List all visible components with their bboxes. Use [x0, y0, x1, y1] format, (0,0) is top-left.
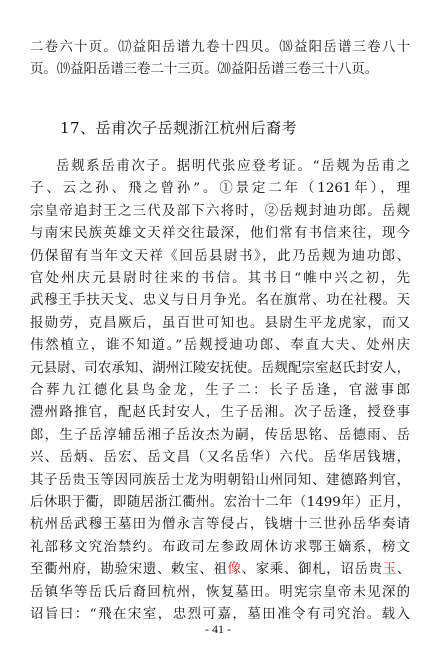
body-line: 岳镇华等岳氏后裔回杭州，恢复墓田。明宪宗皇帝未见深的 — [30, 585, 410, 600]
footnote-line: 页。⒆益阳岳谱三卷二十三页。⒇益阳岳谱三卷三十八页。 — [30, 62, 379, 77]
page-number: - 41 - — [205, 622, 231, 636]
body-line: 与南宋民族英雄文天祥交往最深，他们常有书信来往，现今 — [30, 226, 410, 241]
body-line: 澧州路推官，配赵氏封安人，生子岳湘。次子岳逢，授登事 — [30, 405, 410, 420]
body-line: 仍保留有当年文天祥《回岳县尉书》，此乃岳觌为迪功郎、 — [30, 249, 410, 264]
body-line: 宗皇帝追封王之三代及部下六将时，②岳觌封迪功郎。岳觌 — [30, 204, 410, 219]
body-line: 岳觌系岳甫次子。据明代张应登考证。“岳觌为岳甫之 — [56, 159, 410, 174]
body-line: 后休职于衢，即随居浙江衢州。宏治十二年（1499年）正月， — [30, 495, 410, 510]
body-line: 子、云之孙、飛之曾孙”。①景定二年（1261年），理 — [30, 181, 410, 196]
body-line: 武穆王手扶天戈、忠义与日月争光。名在旗常、功在社稷。天 — [30, 293, 410, 308]
body-line: 元县尉、司农承知、湖州江陵安抚使。岳觌配宗室赵氏封安人， — [30, 361, 410, 376]
body-line: 报勋劳，克昌厥后，虽百世可知也。县尉生平龙虎家，而又 — [30, 316, 410, 331]
body-line: 官处州庆元县尉时往来的书信。其书日“帷中兴之初，先 — [30, 271, 410, 286]
section-heading: 17、岳甫次子岳觌浙江杭州后裔考 — [60, 119, 298, 137]
body-line: 兴、岳炳、岳宏、岳文昌（又名岳华）六代。岳华居钱塘， — [30, 450, 410, 465]
body-line: 至衢州府，勘验宋遗、敕宝、祖像、家乘、御札，诏岳贵玉、 — [30, 562, 410, 577]
body-line: 郎，生子岳淳辅岳湘子岳汝杰为嗣，传岳思铭、岳德雨、岳 — [30, 428, 410, 443]
body-line: 合葬九江德化县鸟金龙，生子二：长子岳逢，官滋事郎 — [30, 383, 410, 398]
body-line: 伟然植立，谁不知道。”岳觌授迪功郎、奉直大夫、处州庆 — [30, 338, 410, 353]
body-line: 杭州岳武穆王墓田为僧永言等侵占，钱塘十三世孙岳华奏请 — [30, 517, 410, 532]
body-line: 诏旨曰：“飛在宋室，忠烈可嘉，墓田准令有司究治。载入 — [30, 607, 410, 622]
body-line: 礼部移文究治禁约。布政司左参政周休访求鄂王嫡系，榜文 — [30, 540, 410, 555]
body-line: 其子岳贵玉等因同族岳士龙为明朝铅山州同知、建德路判官， — [30, 473, 410, 488]
footnote-line: 二卷六十页。⒄益阳岳谱九卷十四贝。⒅益阳岳谱三卷八十 — [30, 40, 410, 55]
